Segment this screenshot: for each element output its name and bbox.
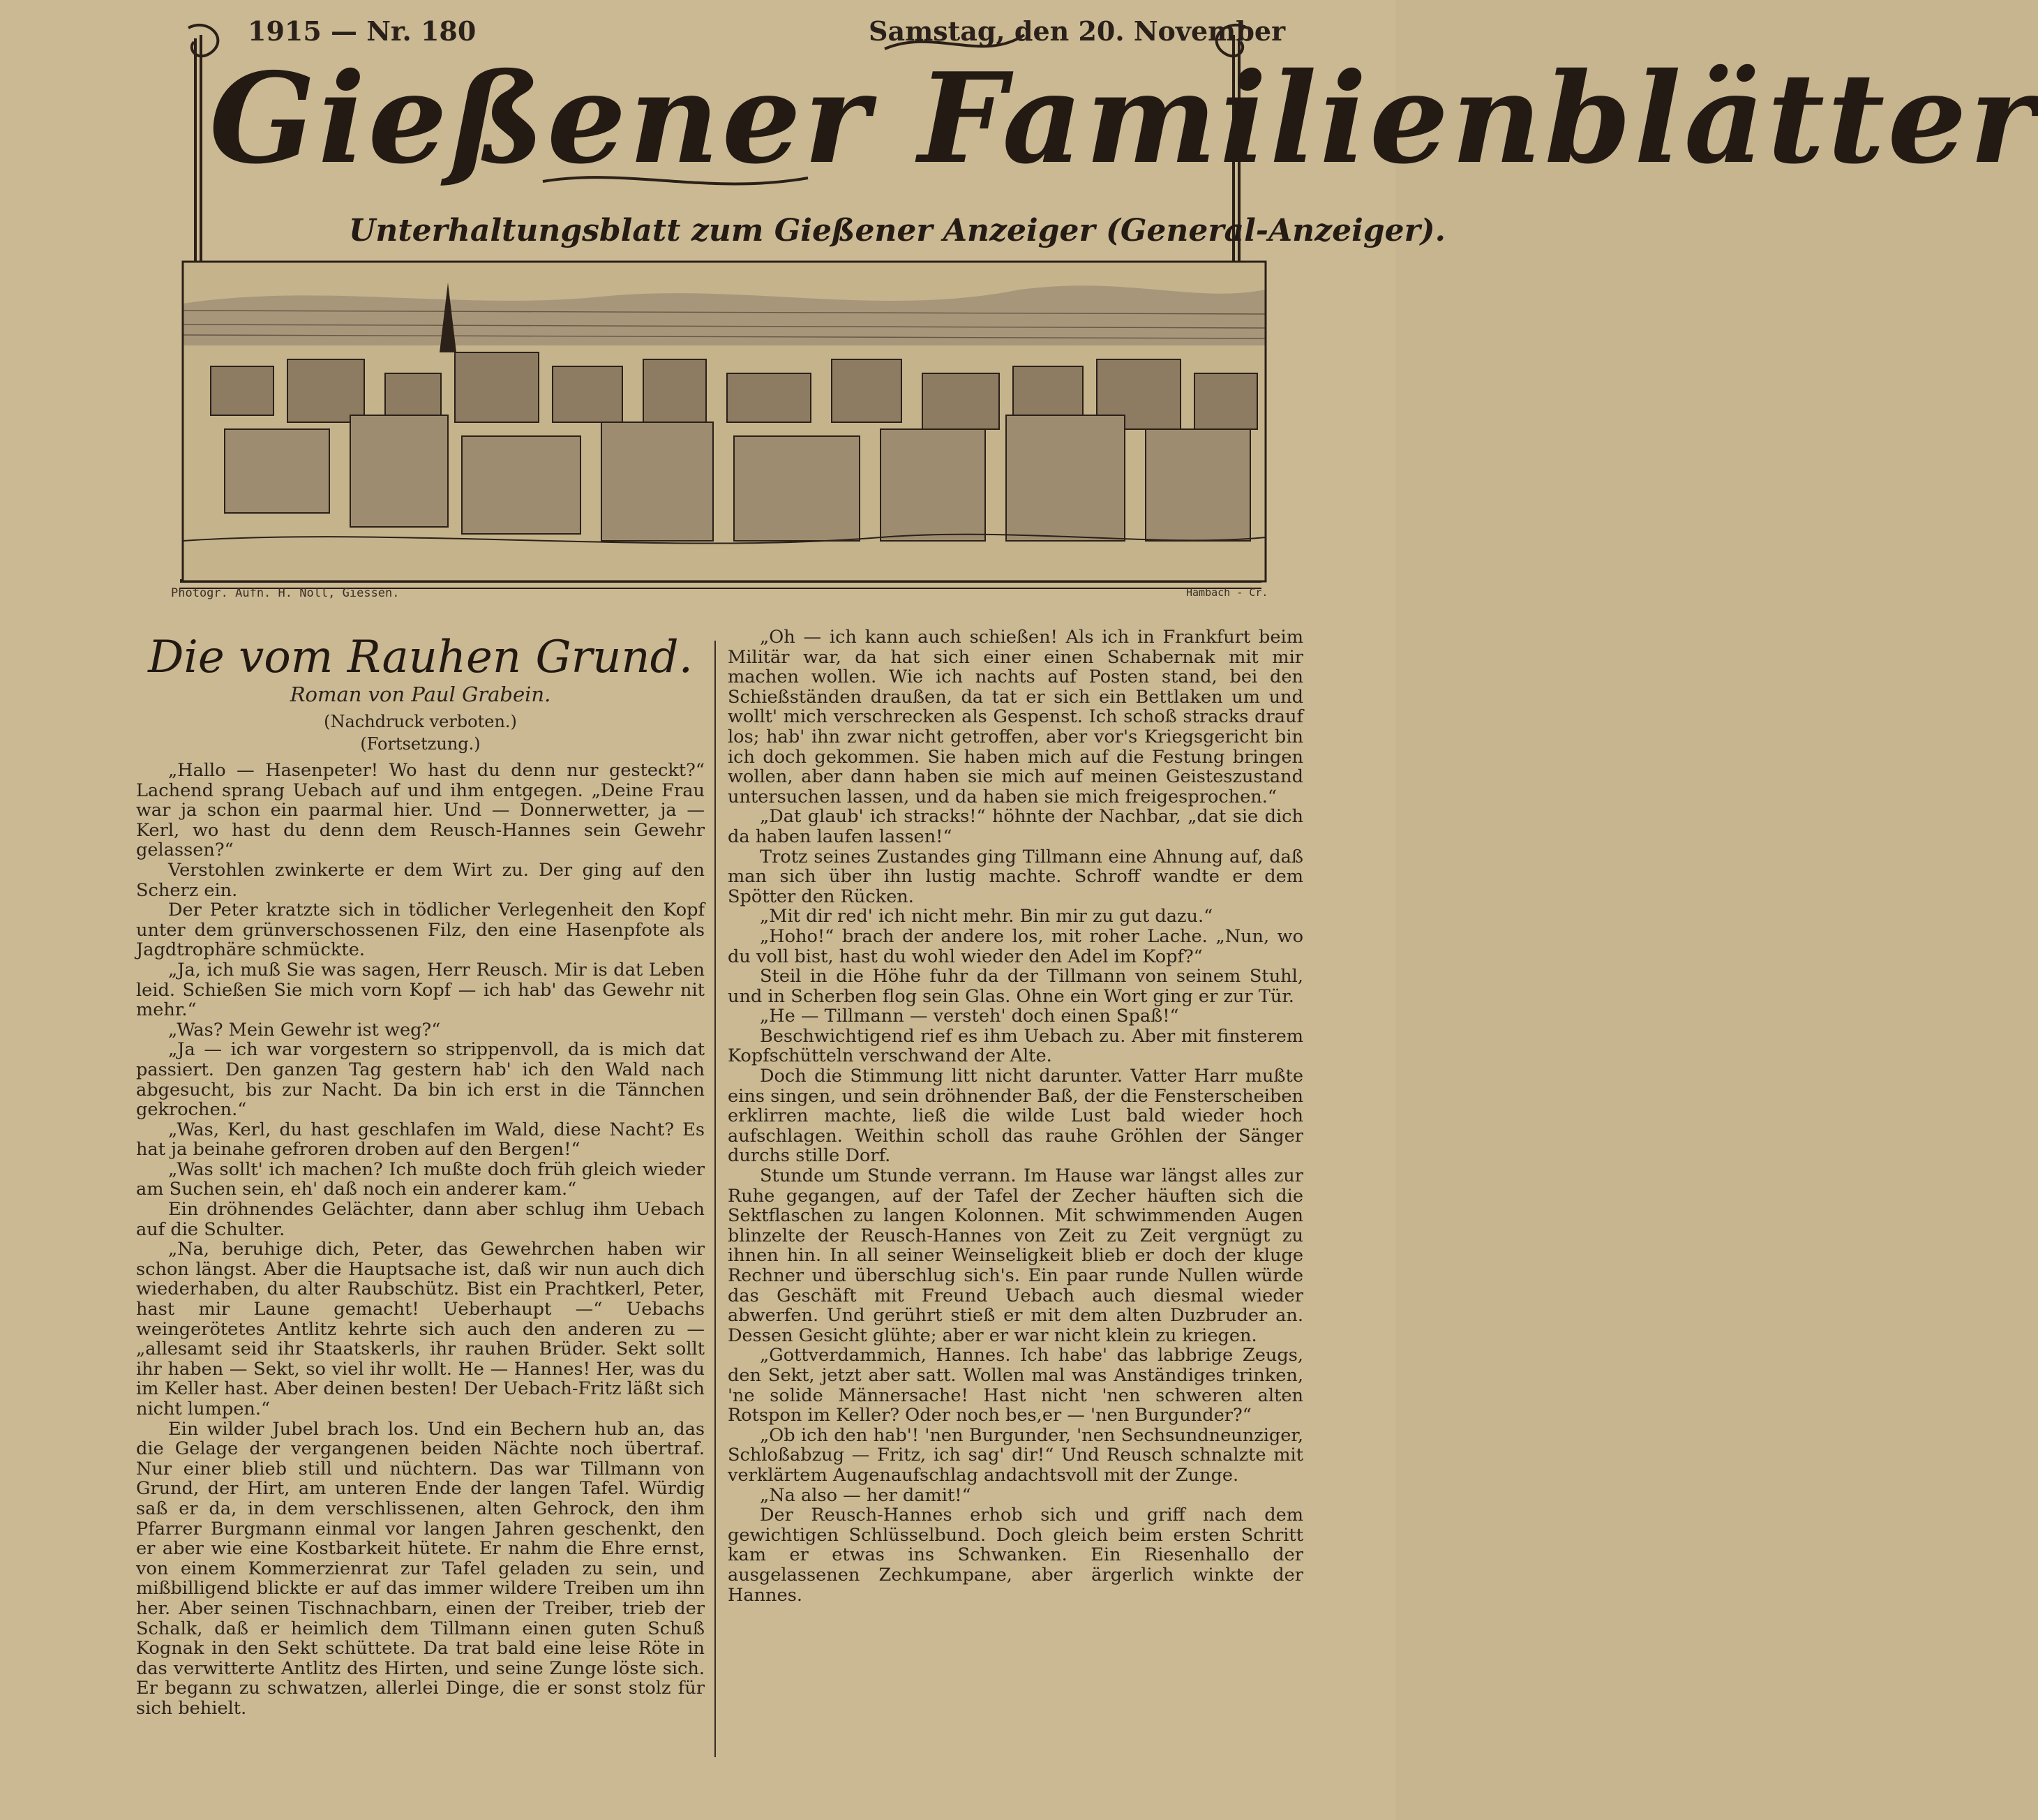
paragraph: Verstohlen zwinkerte er dem Wirt zu. Der ging auf den Scherz ein. xyxy=(136,859,705,901)
issue-date: Samstag, den 20. November xyxy=(869,15,1286,47)
paragraph: „Dat glaub' ich stracks!“ höhnte der Nachbar, „dat sie dich da haben laufen lassen!“ xyxy=(728,806,1303,847)
paragraph: „Was? Mein Gewehr ist weg?“ xyxy=(168,1019,441,1040)
continued-note: (Fortsetzung.) xyxy=(360,734,481,754)
paragraph: Ein dröhnendes Gelächter, dann aber schlug ihm Uebach auf die Schulter. xyxy=(136,1199,705,1240)
issue-number: 1915 — Nr. 180 xyxy=(248,15,477,47)
article-column-left xyxy=(136,761,705,1719)
story-title: Die vom Rauhen Grund. xyxy=(148,632,693,683)
paragraph: Stunde um Stunde verrann. Im Hause war längst alles zur Ruhe gegangen, auf der Tafel der Zecher häuften sich die Sektflaschen zu langen Kolonnen. Mit schwimmenden Augen blinzelte der Reusch-Hannes von Zeit zu Zeit vergnügt zu ihnen hin. In all seiner Weinseligkeit blieb er doch der kluge Rechner und überschlug sich's. Ein paar runde Nullen würde das Geschäft mit Freund Uebach auch diesmal wieder abwerfen. Und gerührt stieß er mit dem alten Duzbruder an. Dessen Gesicht glühte; aber er war nicht klein zu kriegen. xyxy=(728,1165,1303,1346)
paragraph: „Na, beruhige dich, Peter, das Gewehrchen haben wir schon längst. Aber die Hauptsache ist, daß wir nun auch dich wiederhaben, du alter Raubschütz. Bist ein Prachtkerl, Peter, hast mir Laune gemacht! Ueberhaupt —“ Uebachs weingerötetes Antlitz kehrte sich auch den anderen zu — „allesamt seid ihr Staatskerls, ihr rauhen Brüder. Sekt sollt ihr haben — Sekt, so viel ihr wollt. He — Hannes! Her, was du im Keller hast. Aber deinen besten! Der Uebach-Fritz läßt sich nicht lumpen.“ xyxy=(136,1239,705,1419)
column-divider xyxy=(714,641,716,1757)
paragraph: Beschwichtigend rief es ihm Uebach zu. Aber mit finsterem Kopfschütteln verschwand der Alte. xyxy=(728,1025,1303,1067)
paragraph: Steil in die Höhe fuhr da der Tillmann von seinem Stuhl, und in Scherben flog sein Glas. Ohne ein Wort ging er zur Tür. xyxy=(728,966,1303,1007)
reprint-note: (Nachdruck verboten.) xyxy=(324,712,517,731)
paragraph: „Na also — her damit!“ xyxy=(760,1484,971,1506)
article-column-right xyxy=(728,627,1303,1605)
paragraph: „Hoho!“ brach der andere los, mit roher Lache. „Nun, wo du voll bist, hast du wohl wieder den Adel im Kopf?“ xyxy=(728,925,1303,967)
paragraph: Trotz seines Zustandes ging Tillmann eine Ahnung auf, daß man sich über ihn lustig machte. Schroff wandte er dem Spötter den Rücken. xyxy=(728,846,1303,907)
paragraph: Doch die Stimmung litt nicht darunter. Vatter Harr mußte eins singen, und sein dröhnender Baß, der die Fensterscheiben erklirren machte, ließ die wilde Lust bald wieder hoch aufschlagen. Weithin scholl das rauhe Gröhlen der Sänger durchs stille Dorf. xyxy=(728,1066,1303,1167)
paragraph: „Was sollt' ich machen? Ich mußte doch früh gleich wieder am Suchen sein, eh' daß noch ein anderer kam.“ xyxy=(136,1158,705,1200)
masthead-title: Gießener Familienblätter xyxy=(209,45,2038,191)
paragraph: Ein wilder Jubel brach los. Und ein Bechern hub an, das die Gelage der vergangenen beiden Nächte noch übertraf. Nur einer blieb still und nüchtern. Das war Tillmann von Grund, der Hirt, am unteren Ende der langen Tafel. Würdig saß er da, in dem verschlissenen, alten Gehrock, den ihm Pfarrer Burgmann einmal vor langen Jahren geschenkt, den er aber wie eine Kostbarkeit hütete. Er nahm die Ehre ernst, von einem Kommerzienrat zur Tafel geladen zu sein, und mißbilligend blickte er auf das immer wildere Treiben um ihn her. Aber seinen Tischnachbarn, einen der Treiber, trieb der Schalk, daß er heimlich dem Tillmann einen guten Schuß Kognak in den Sekt schüttete. Da trat bald eine leise Röte in das verwitterte Antlitz des Hirten, und seine Zunge löste sich. Er begann zu schwatzen, allerlei Dinge, die er sonst stolz für sich behielt. xyxy=(136,1418,705,1719)
paragraph: „Was, Kerl, du hast geschlafen im Wald, diese Nacht? Es hat ja beinahe gefroren droben auf den Bergen!“ xyxy=(136,1119,705,1161)
paragraph: Der Reusch-Hannes erhob sich und griff nach dem gewichtigen Schlüsselbund. Doch gleich beim ersten Schritt kam er etwas ins Schwanken. Ein Riesenhallo der ausgelassenen Zechkumpane, aber ärgerlich winkte der Hannes. xyxy=(728,1505,1303,1606)
paragraph: „Mit dir red' ich nicht mehr. Bin mir zu gut dazu.“ xyxy=(760,906,1213,927)
paragraph: Der Peter kratzte sich in tödlicher Verlegenheit den Kopf unter dem grünverschossenen Filz, den eine Hasenpfote als Jagdtrophäre schmückte. xyxy=(136,900,705,961)
paragraph: „Ob ich den hab'! 'nen Burgunder, 'nen Sechsundneunziger, Schloßabzug — Fritz, ich sag' dir!“ Und Reusch schnalzte mit verklärtem Augenaufschlag andachtsvoll mit der Zunge. xyxy=(728,1424,1303,1486)
paragraph: „Ja, ich muß Sie was sagen, Herr Reusch. Mir is dat Leben leid. Schießen Sie mich vorn Kopf — ich hab' das Gewehr nit mehr.“ xyxy=(136,959,705,1021)
town-engraving xyxy=(183,262,1266,581)
paragraph: „Ja — ich war vorgestern so strippenvoll, da is mich dat passiert. Den ganzen Tag gestern hab' ich den Wald nach abgesucht, bis zur Nacht. Da bin ich erst in die Tännchen gekrochen.“ xyxy=(136,1039,705,1121)
paragraph: „Gottverdammich, Hannes. Ich habe' das labbrige Zeugs, den Sekt, jetzt aber satt. Wollen mal was Anständiges trinken, 'ne solide Männersache! Hast nicht 'nen schweren alten Rotspon im Keller? Oder noch bes,er — 'nen Burgunder?“ xyxy=(728,1345,1303,1426)
paragraph: „Oh — ich kann auch schießen! Als ich in Frankfurt beim Militär war, da hat sich einer einen Schabernak mit mir machen wollen. Wie ich nachts auf Posten stand, bei den Schießständen draußen, da tat er sich ein Bettlaken um und wollt' mich verschrecken als Gespenst. Ich schoß stracks drauf los; hab' ihn zwar nicht getroffen, aber vor's Kriegsgericht bin ich doch gekommen. Sie haben mich auf die Festung bringen wollen, aber dann haben sie mich auf meinen Geisteszustand untersuchen lassen, und da haben sie mich freigesprochen.“ xyxy=(728,627,1303,807)
photo-credit: Photogr. Aufn. H. Noll, Giessen. xyxy=(171,586,400,600)
story-byline: Roman von Paul Grabein. xyxy=(290,682,551,706)
masthead-subtitle: Unterhaltungsblatt zum Gießener Anzeiger (General-Anzeiger). xyxy=(349,213,1446,248)
paragraph: „He — Tillmann — versteh' doch einen Spaß!“ xyxy=(760,1006,1179,1027)
engraver-credit: Hambach - Cr. xyxy=(1186,586,1268,599)
paragraph: „Hallo — Hasenpeter! Wo hast du denn nur gesteckt?“ Lachend sprang Uebach auf und ihm entgegen. „Deine Frau war ja schon ein paarmal hier. Und — Donnerwetter, ja — Kerl, wo hast du denn dem Reusch-Hannes sein Gewehr gelassen?“ xyxy=(136,760,705,861)
